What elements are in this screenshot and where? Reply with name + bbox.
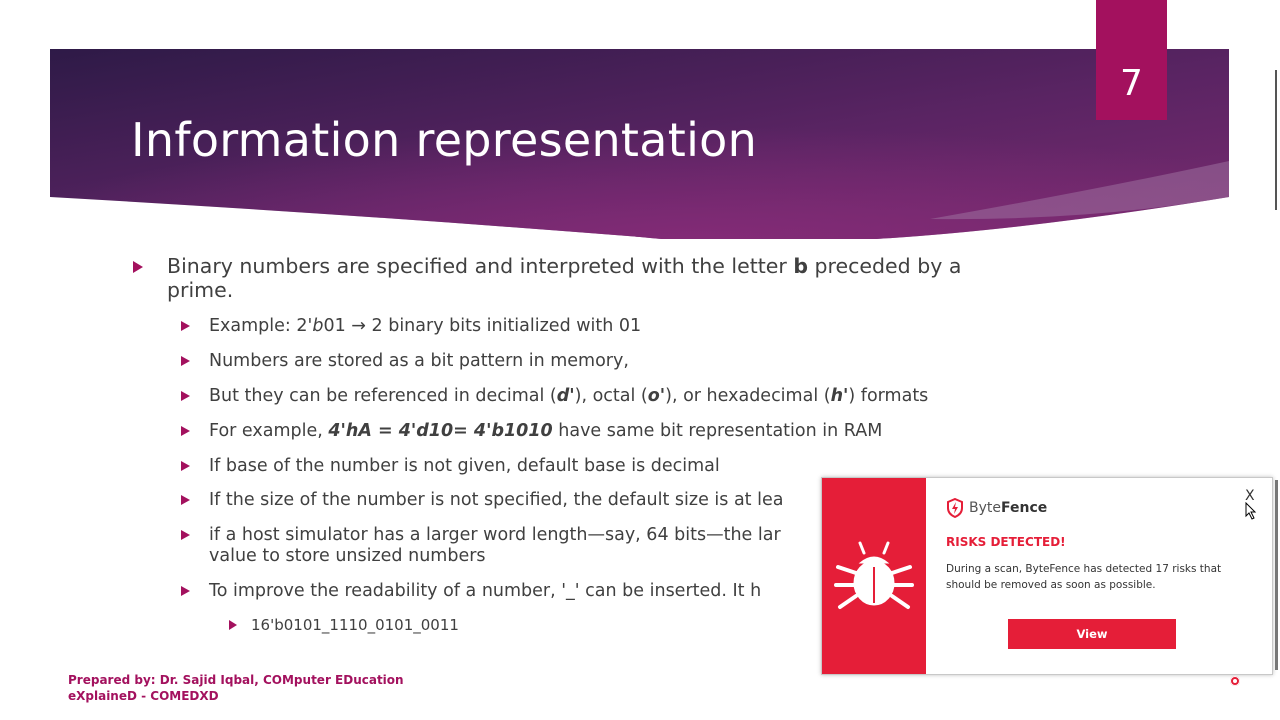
ref-text: ) formats xyxy=(848,386,929,406)
close-icon[interactable]: X xyxy=(1245,488,1255,504)
popup-alert-panel xyxy=(822,478,926,674)
shield-bolt-icon xyxy=(946,498,964,518)
main-bullet-bold: b xyxy=(793,254,809,278)
bullet-host-line1: if a host simulator has a larger word length—say, 64 bits—the lar xyxy=(209,525,781,545)
example-suffix: 01 xyxy=(323,316,352,336)
bullet-arrow-icon xyxy=(181,495,190,505)
cursor-icon xyxy=(1245,502,1257,520)
for-example-suffix: have same bit representation in RAM xyxy=(552,421,883,441)
bytefence-logo xyxy=(946,498,1047,518)
bullet-host-line2: value to store unsized numbers xyxy=(209,546,486,566)
bullet-arrow-icon xyxy=(181,321,190,331)
bullet-example xyxy=(209,316,641,337)
bullet-base: If base of the number is not given, default base is decimal xyxy=(209,456,720,476)
ref-octal: o' xyxy=(647,386,666,406)
view-button[interactable]: View xyxy=(1008,619,1176,649)
risk-title: RISKS DETECTED! xyxy=(946,535,1066,549)
main-bullet-text: Binary numbers are specified and interpreted with the letter xyxy=(167,254,794,278)
bullet-readability-example: 16'b0101_1110_0101_0011 xyxy=(251,616,459,634)
example-prefix: Example: 2' xyxy=(209,316,313,336)
bullet-arrow-icon xyxy=(181,426,190,436)
main-bullet xyxy=(167,254,987,302)
footer-line1: Prepared by: Dr. Sajid Iqbal, COMputer EDucation xyxy=(68,673,404,687)
for-example-prefix: For example, xyxy=(209,421,329,441)
bullet-arrow-icon xyxy=(181,461,190,471)
brand-name-light: Byte xyxy=(969,500,1001,516)
record-indicator-icon xyxy=(1230,676,1240,686)
bytefence-popup xyxy=(821,477,1273,675)
bullet-arrow-icon xyxy=(229,620,237,630)
bullet-for-example xyxy=(209,421,882,442)
ref-text: But they can be referenced in decimal ( xyxy=(209,386,557,406)
edge-divider xyxy=(1275,480,1278,670)
bullet-referenced xyxy=(209,386,928,407)
bullet-arrow-icon xyxy=(181,356,190,366)
slide-number: 7 xyxy=(1096,0,1167,120)
ref-hex: h' xyxy=(830,386,849,406)
footer xyxy=(68,672,404,704)
bullet-arrow-icon xyxy=(181,586,190,596)
bullet-readability: To improve the readability of a number, '_' can be inserted. It h xyxy=(209,581,762,601)
main-bullet-text-end: preceded by a prime. xyxy=(167,254,962,302)
bullet-arrow-icon xyxy=(133,261,143,273)
bullet-size: If the size of the number is not specified, the default size is at lea xyxy=(209,490,784,510)
example-italic: b xyxy=(312,316,324,336)
risk-description: During a scan, ByteFence has detected 17 risks that should be removed as soon as possible. xyxy=(946,563,1222,591)
example-rest: 2 binary bits initialized with 01 xyxy=(365,316,642,336)
bug-icon xyxy=(832,533,916,613)
footer-line2: eXplaineD - COMEDXD xyxy=(68,689,219,703)
bullet-arrow-icon xyxy=(181,530,190,540)
bullet-arrow-icon xyxy=(181,391,190,401)
edge-divider xyxy=(1275,70,1277,210)
bullet-stored: Numbers are stored as a bit pattern in memory, xyxy=(209,351,629,371)
right-arrow-icon: → xyxy=(351,316,366,336)
ref-text: ), octal ( xyxy=(574,386,648,406)
brand-name-bold: Fence xyxy=(1001,500,1048,516)
ref-text: ), or hexadecimal ( xyxy=(665,386,831,406)
ref-decimal: d' xyxy=(556,386,575,406)
slide-title: Information representation xyxy=(131,113,758,167)
for-example-bold: 4'hA = 4'd10= 4'b1010 xyxy=(328,421,553,441)
